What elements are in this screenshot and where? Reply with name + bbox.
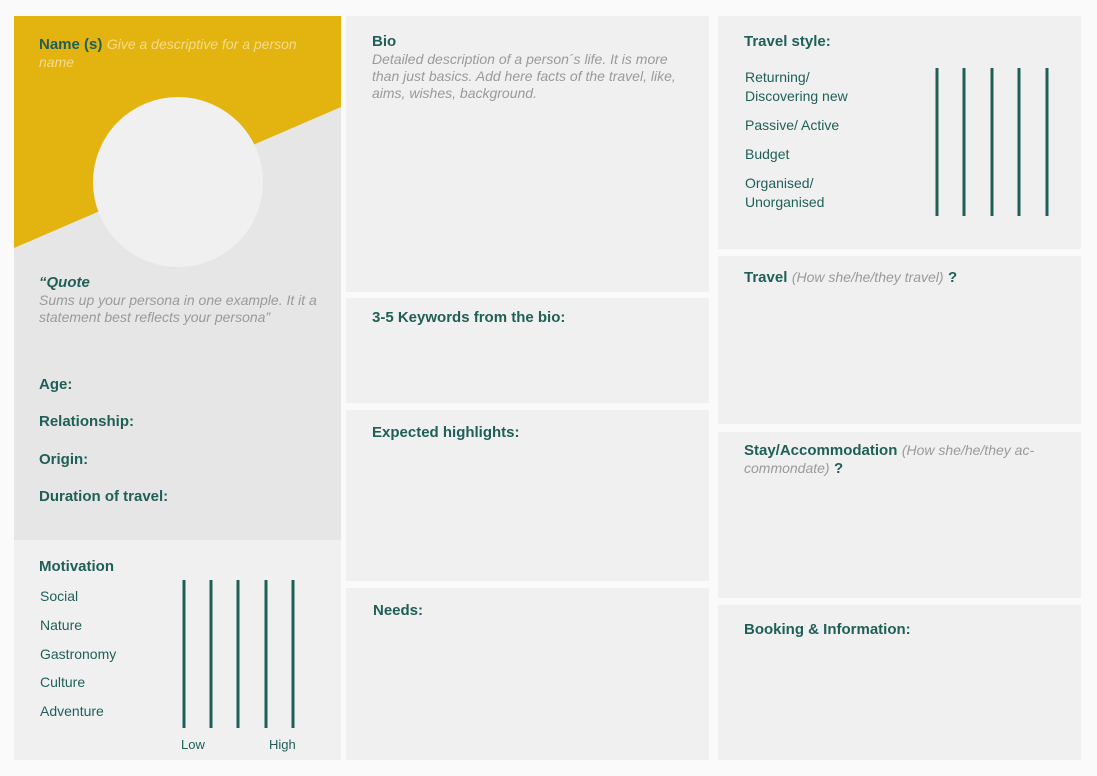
travel-style-item: Passive/ Active [745, 117, 840, 133]
age-label: Age: [39, 376, 73, 393]
highlights-panel [346, 410, 709, 581]
travel-style-item: Returning/ Discovering new [745, 69, 848, 104]
motivation-item: Culture [40, 674, 86, 690]
bio-panel [346, 16, 709, 292]
stay-heading: Stay/Accommodation [744, 442, 898, 459]
motivation-scale [174, 580, 324, 730]
travel-hint: (How she/he/they travel) [791, 269, 944, 285]
motivation-panel [14, 540, 341, 760]
travel-style-item: Organised/ Unorganised [745, 175, 825, 210]
scale-high-label: High [269, 737, 296, 752]
quote-block [39, 274, 319, 326]
motivation-heading: Motivation [39, 558, 114, 575]
motivation-item: Nature [40, 617, 83, 633]
travel-style-heading: Travel style: [744, 33, 831, 50]
persona-card [14, 16, 341, 540]
travel-panel [718, 256, 1081, 424]
stay-hint: (How she/he/they ac-commondate) [744, 442, 1035, 476]
bio-heading: Bio [372, 33, 397, 50]
origin-label: Origin: [39, 451, 89, 468]
name-hint: Give a descriptive for a person name [39, 36, 297, 70]
motivation-item: Social [40, 588, 79, 604]
scale-low-label: Low [181, 737, 205, 752]
keywords-panel [346, 298, 709, 403]
stay-heading-row [744, 442, 1064, 478]
avatar-placeholder [93, 97, 263, 267]
bio-hint: Detailed description of a person´s life. It is more than just basics. Add here facts of the travel, like, aims, wishes, background. [372, 51, 676, 101]
duration-label: Duration of travel: [39, 488, 169, 505]
name-block [39, 36, 319, 72]
keywords-heading: 3-5 Keywords from the bio: [372, 309, 566, 326]
quote-hint: Sums up your persona in one example. It it a statement best reflects your persona” [39, 292, 317, 325]
travel-heading-row [744, 269, 1064, 287]
booking-heading: Booking & Information: [744, 621, 911, 638]
needs-panel [346, 588, 709, 760]
travel-style-item: Budget [745, 146, 790, 162]
name-heading: Name (s) [39, 36, 103, 53]
travel-style-scale [926, 68, 1056, 218]
quote-heading: “Quote [39, 274, 90, 291]
stay-question-mark: ? [834, 460, 844, 477]
needs-heading: Needs: [373, 602, 424, 619]
relationship-label: Relationship: [39, 413, 135, 430]
travel-question-mark: ? [948, 269, 958, 286]
travel-style-panel [718, 16, 1081, 249]
travel-heading: Travel [744, 269, 788, 286]
motivation-item: Adventure [40, 703, 104, 719]
booking-panel [718, 605, 1081, 760]
stay-panel [718, 432, 1081, 598]
motivation-item: Gastronomy [40, 646, 117, 662]
highlights-heading: Expected highlights: [372, 424, 520, 441]
